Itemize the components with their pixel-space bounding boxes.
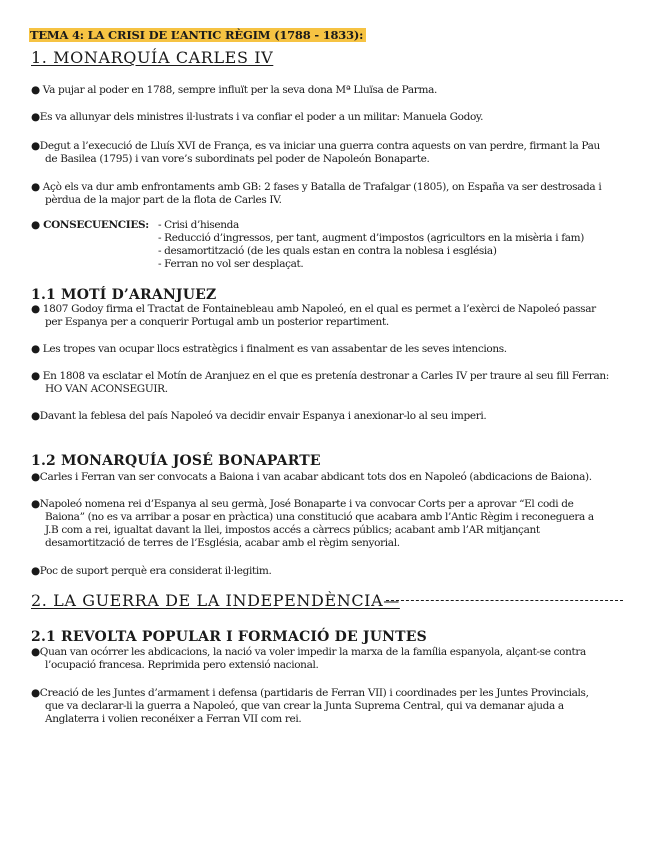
document-title: TEMA 4: LA CRISI DE L’ANTIC RÈGIM (1788 - 1833): [29, 28, 366, 42]
paragraph: ● 1807 Godoy firma el Tractat de Fontainebleau amb Napoleó, en el qual es permet a l’exèrci de Napoleó passar per Espanya per a conquerir Portugal amb un posterior repartiment. [31, 303, 596, 328]
paragraph: ●Carles i Ferran van ser convocats a Baiona i van acabar abdicant tots dos en Napoleó (abdicacions de Baiona). [31, 471, 592, 483]
section-2-heading: 2. LA GUERRA DE LA INDEPENDÈNCIA— [31, 591, 400, 610]
paragraph: ● En 1808 va esclatar el Motín de Aranjuez en el que es pretenía destronar a Carles IV per traure al seu fill Ferran: HO VAN ACONSEGUIR. [31, 370, 609, 395]
section-1-1-heading: 1.1 MOTÍ D’ARANJUEZ [31, 287, 217, 303]
paragraph: ● Va pujar al poder en 1788, sempre influït per la seva dona Mª Lluïsa de Parma. [31, 84, 437, 96]
consequences-label: ● CONSECUENCIES: [31, 219, 149, 231]
section-1-2-heading: 1.2 MONARQUÍA JOSÉ BONAPARTE [31, 453, 321, 469]
paragraph: ● Les tropes van ocupar llocs estratègics i finalment es van assabentar de les seves intencions. [31, 343, 507, 355]
list-item: - Ferran no vol ser desplaçat. [158, 258, 304, 270]
list-item: - desamortització (de les quals estan en contra la noblesa i església) [158, 245, 497, 257]
paragraph: ●Poc de suport perquè era considerat il·legitim. [31, 565, 272, 577]
consequences-list [158, 219, 584, 271]
section-2-1-heading: 2.1 REVOLTA POPULAR I FORMACIÓ DE JUNTES [31, 629, 427, 645]
list-item: - Reducció d’ingressos, per tant, augment d’impostos (agricultors en la misèria i fam) [158, 232, 584, 244]
paragraph: ●Creació de les Juntes d’armament i defensa (partidaris de Ferran VII) i coordinades per les Juntes Provincials, que va declarar-li la guerra a Napoleó, que van crear la Junta Suprema Central, qui va demanar ajuda a Anglaterra i volien reconéixer a Ferran VII com rei. [31, 687, 589, 725]
heading-dash-line [386, 600, 623, 601]
paragraph: ●Degut a l’execució de Lluís XVI de França, es va iniciar una guerra contra aquests on van perdre, firmant la Pau de Basilea (1795) i van vore’s subordinats pel poder de Napoleón Bonaparte. [31, 140, 600, 165]
paragraph: ●Davant la feblesa del país Napoleó va decidir envair Espanya i anexionar-lo al seu imperi. [31, 410, 487, 422]
section-1-heading: 1. MONARQUÍA CARLES IV [31, 48, 274, 67]
list-item: - Crisi d’hisenda [158, 219, 239, 231]
paragraph: ●Napoleó nomena rei d’Espanya al seu germà, José Bonaparte i va convocar Corts per a aprovar “El codi de Baiona” (no es va arribar a posar en pràctica) una constitució que acabara amb l’Antic Règim i reconeguera a J.B com a rei, igualtat davant la llei, impostos accés a càrrecs públics; acabant amb l’AR mitjançant desamortització de terres de l’Església, acabar amb el règim senyorial. [31, 498, 594, 549]
paragraph: ●Quan van ocórrer les abdicacions, la nació va voler impedir la marxa de la família espanyola, alçant-se contra l’ocupació francesa. Reprimida pero extensió nacional. [31, 646, 586, 671]
paragraph: ●Es va allunyar dels ministres il·lustrats i va confiar el poder a un militar: Manuela Godoy. [31, 111, 484, 123]
paragraph: ● Açò els va dur amb enfrontaments amb GB: 2 fases y Batalla de Trafalgar (1805), on España va ser destrosada i pèrdua de la major part de la flota de Carles IV. [31, 181, 602, 206]
